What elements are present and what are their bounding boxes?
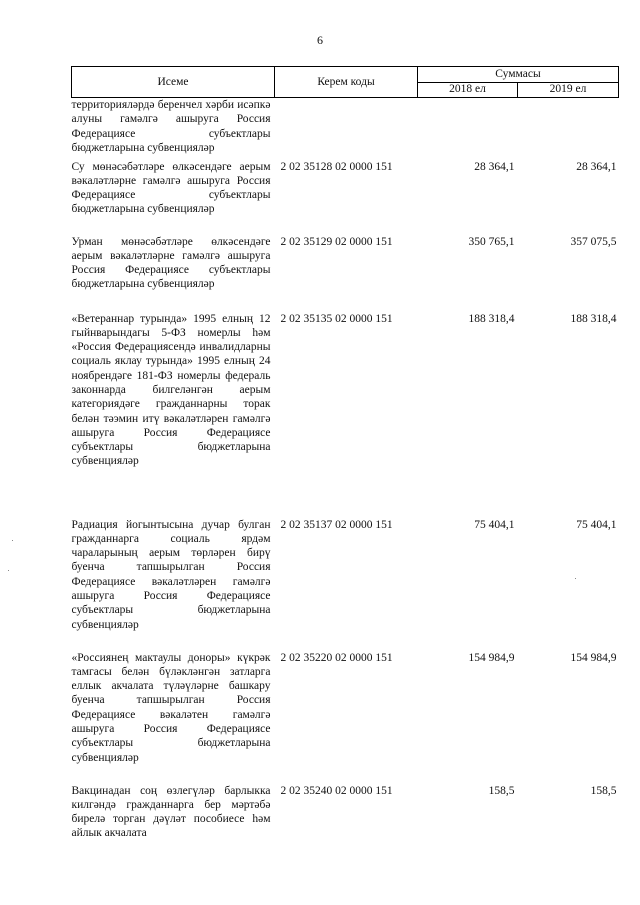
table-row: [72, 160, 619, 235]
column-header-2019: 2019 ел: [518, 82, 619, 98]
row-value-2019: [518, 98, 619, 160]
row-code: 2 02 35240 02 0000 151: [280, 784, 393, 797]
row-name: Су мөнәсәбәтләре өлкәсендәге аерым вәкаләтләрне гамәлгә ашыруга Россия Федерациясе субъектлары бюджетларына субвенцияләр: [71, 160, 271, 216]
row-code: 2 02 35220 02 0000 151: [280, 651, 393, 664]
row-name: Урман мөнәсәбәтләре өлкәсендәге аерым вәкаләтләрне гамәлгә ашыруга Россия Федерациясе субъектлары бюджетларына субвенцияләр: [71, 235, 271, 291]
budget-table: [71, 66, 619, 848]
table-row: [72, 98, 619, 160]
row-name: Радиация йогынтысына дучар булган гражданнарга социаль ярдәм чараларының аерым төрләрен бирү буенча тапшырылган Россия Федерациясе вәкаләтләрен гамәлгә ашыруга Россия Федерациясе субъектлары бюджетларына субвенцияләр: [71, 518, 271, 631]
table-row: [72, 235, 619, 312]
scan-speck: [575, 578, 576, 579]
row-value-2019: 357 075,5: [570, 235, 617, 248]
row-name: Вакцинадан соң өзлегүләр барлыкка килгәндә гражданнарга бер мәртәбә бирелә торган дәүләт пособиесе һәм айлык акчалата: [71, 784, 271, 840]
row-value-2019: 75 404,1: [576, 518, 617, 531]
row-value-2019: 154 984,9: [570, 651, 617, 664]
row-name: «Россиянең мактаулы доноры» күкрәк тамгасы белән бүләкләнгән затларга еллык акчалата түләүләрне башкару буенча тапшырылган Россия Федерациясе вәкаләтен гамәлгә ашыруга Россия Федерациясе субъектлары бюджетларына субвенцияләр: [71, 651, 271, 764]
column-header-2018: 2018 ел: [418, 82, 518, 98]
row-code: 2 02 35135 02 0000 151: [280, 312, 393, 325]
row-code: 2 02 35137 02 0000 151: [280, 518, 393, 531]
column-header-name: Исеме: [72, 67, 275, 98]
row-value-2018: 350 765,1: [468, 235, 515, 248]
table-row: [72, 651, 619, 784]
column-header-code: Керем коды: [275, 67, 418, 98]
row-value-2018: 158,5: [488, 784, 515, 797]
table-row: [72, 312, 619, 518]
row-value-2018: 75 404,1: [474, 518, 515, 531]
row-value-2018: 28 364,1: [474, 160, 515, 173]
scan-speck: [12, 540, 13, 541]
row-name: «Ветераннар турында» 1995 елның 12 гыйнварындагы 5-ФЗ номерлы һәм «Россия Федерациясендә инвалидларны социаль яклау турында» 1995 елның 24 ноябрендәге 181-ФЗ номерлы федераль законнарда билгеләнгән аерым категориядәге гражданнарны торак белән тәэмин итү вәкаләтләрен гамәлгә ашыруга Россия Федерациясе субъектлары бюджетларына субвенцияләр: [71, 312, 271, 468]
row-code: 2 02 35128 02 0000 151: [280, 160, 393, 173]
row-value-2019: 158,5: [590, 784, 617, 797]
row-code: 2 02 35129 02 0000 151: [280, 235, 393, 248]
row-name: территорияләрдә беренчел хәрби исәпкә алуны гамәлгә ашыруга Россия Федерациясе субъектлары бюджетларына субвенцияләр: [71, 99, 271, 154]
row-value-2018: 188 318,4: [468, 312, 515, 325]
row-value-2018: [418, 98, 518, 160]
row-value-2019: 188 318,4: [570, 312, 617, 325]
table-header: [72, 67, 619, 98]
table-row: [72, 518, 619, 651]
row-value-2019: 28 364,1: [576, 160, 617, 173]
scan-speck: [8, 570, 9, 571]
table-row: [72, 784, 619, 848]
page-number: 6: [317, 33, 323, 47]
row-code: [275, 98, 418, 160]
column-header-sum: Суммасы: [418, 67, 619, 83]
row-value-2018: 154 984,9: [468, 651, 515, 664]
